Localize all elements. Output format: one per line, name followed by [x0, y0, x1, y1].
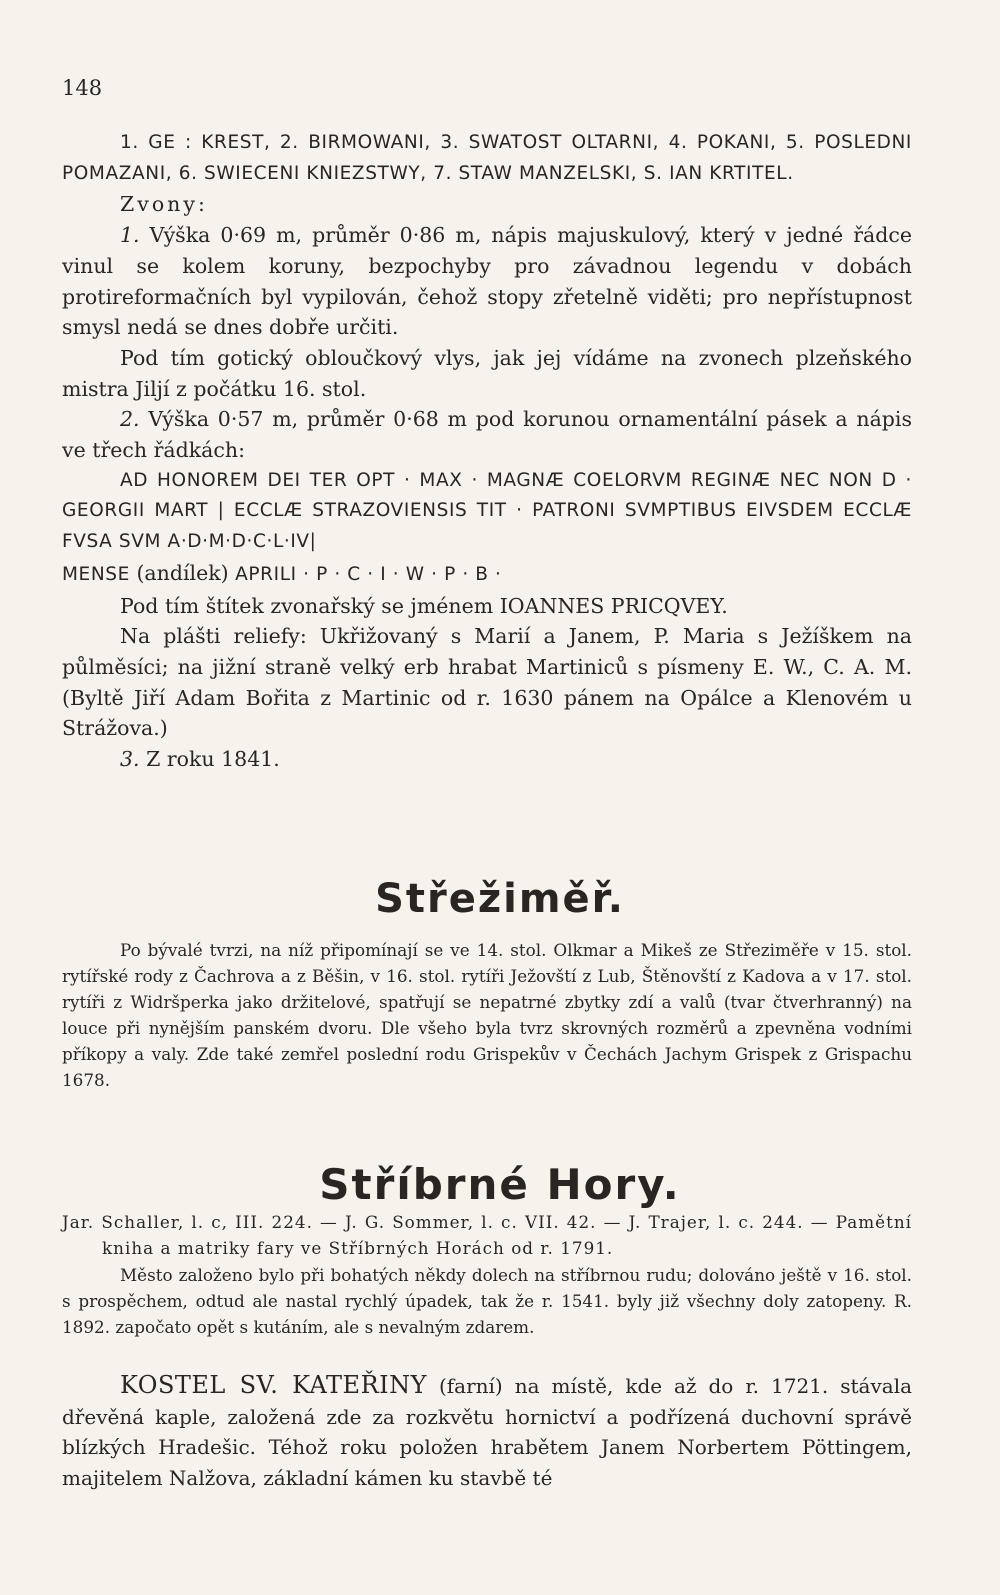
- bell-3-text: Z roku 1841.: [139, 747, 280, 772]
- bell-1-number: 1.: [120, 223, 140, 248]
- sources-block: [62, 1209, 912, 1261]
- town-text: Město založeno bylo při bohatých někdy dolech na stříbrnou rudu; dolováno ještě v 16. stol. s prospěchem, odtud ale nastal rychlý úpadek, tak že r. 1541. byly již všechny doly zatopeny. R. 1892. započato opět s kutáním, ale s nevalným zdarem.: [62, 1265, 912, 1337]
- strezimer-block: [62, 937, 912, 1093]
- page-number: 148: [62, 76, 103, 100]
- sources-text: Jar. Schaller, l. c, III. 224. — J. G. Sommer, l. c. VII. 42. — J. Trajer, l. c. 244. — Pamětní kniha a matriky fary ve Stříbrných Horách od r. 1791.: [62, 1212, 912, 1258]
- bell-2-plate: Pod tím štítek zvonařský se jménem IOANNES PRICQVEY.: [120, 593, 728, 618]
- bells-label: Zvony:: [120, 192, 208, 217]
- inscription-intro: 1. GE : KREST, 2. BIRMOWANI, 3. SWATOST OLTARNI, 4. POKANI, 5. POSLEDNI POMAZANI, 6. SWIECENI KNIEZSTWY, 7. STAW MANZELSKI, S. IAN KRTITEL.: [62, 132, 912, 184]
- inscription-end-caps: MENSE: [62, 563, 130, 585]
- bell-1-frieze: Pod tím gotický obloučkový vlys, jak jej vídáme na zvonech plzeňského mistra Jiljí z počátku 16. stol.: [62, 345, 912, 401]
- church-lead: KOSTEL SV. KATEŘINY: [120, 1371, 427, 1399]
- bell-2-text: Výška 0·57 m, průměr 0·68 m pod korunou ornamentální pásek a nápis ve třech řádkách:: [62, 407, 912, 463]
- section-title-stribrne-hory: Stříbrné Hory.: [319, 1160, 681, 1209]
- strezimer-text: Po bývalé tvrzi, na níž připomínají se ve 14. stol. Olkmar a Mikeš ze Střeziměře v 15. stol. rytířské rody z Čachrova a z Běšin, v 16. stol. rytíři Ježovští z Lub, Štěnovští z Kadova a v 17. stol. rytíři z Widršperka jako držitelové, spatřují se nepatrné zbytky zdí a valů (tvar čtverhranný) na louce při nynějším panském dvoru. Dle všeho byla tvrz skrovných rozměrů a zpevněna vodními příkopy a valy. Zde také zemřel poslední rodu Grispekův v Čechách Jachym Grispek z Grispachu 1678.: [62, 940, 912, 1090]
- bell-3-paragraph: [62, 744, 912, 775]
- inscription-end-note: (andílek): [129, 560, 236, 585]
- bell-1-text: Výška 0·69 m, průměr 0·86 m, nápis majuskulový, který v jedné řádce vinul se kolem koruny, bezpochyby pro závadnou legendu v dobách protireformačních byl vypilován, čehož stopy zřetelně viděti; pro nepřístupnost smysl nedá se dnes dobře určiti.: [62, 223, 912, 340]
- church-paragraph: [62, 1370, 912, 1493]
- bell-2-reliefs: Na plášti reliefy: Ukřižovaný s Marií a Janem, P. Maria s Ježíškem na půlměsíci; na jižní straně velký erb hrabat Martiniců s písmeny E. W., C. A. M. (Byltě Jiří Adam Bořita z Martinic od r. 1630 pánem na Opálce a Klenovém u Strážova.): [62, 624, 912, 741]
- bell-3-number: 3.: [120, 747, 140, 772]
- bell-description-block: [62, 128, 912, 775]
- bell-2-inscription: AD HONOREM DEI TER OPT · MAX · MAGNÆ COELORVM REGINÆ NEC NON D · GEORGII MART | ECCLÆ STRAZOVIENSIS TIT · PATRONI SVMPTIBUS EIVSDEM ECCLÆ FVSA SVM A·D·M·D·C·L·IV|: [62, 469, 912, 553]
- bell-1-paragraph: [62, 220, 912, 343]
- inscription-end-rest: APRILI · P · C · I · W · P · B ·: [235, 563, 502, 585]
- church-text: (farní) na místě, kde až do r. 1721. stávala dřevěná kaple, založená zde za rozkvětu hornictví a podřízená duchovní správě blízkých Hradešic. Téhož roku položen hrabětem Janem Norbertem Pöttingem, majitelem Nalžova, základní kámen ku stavbě té: [62, 1374, 913, 1490]
- bell-2-paragraph: [62, 404, 912, 465]
- church-block: [62, 1370, 912, 1493]
- section-title-strezimer: Střežiměř.: [375, 876, 625, 922]
- bell-2-number: 2.: [120, 407, 140, 432]
- bell-2-inscription-end: [62, 558, 912, 591]
- town-block: [62, 1262, 912, 1340]
